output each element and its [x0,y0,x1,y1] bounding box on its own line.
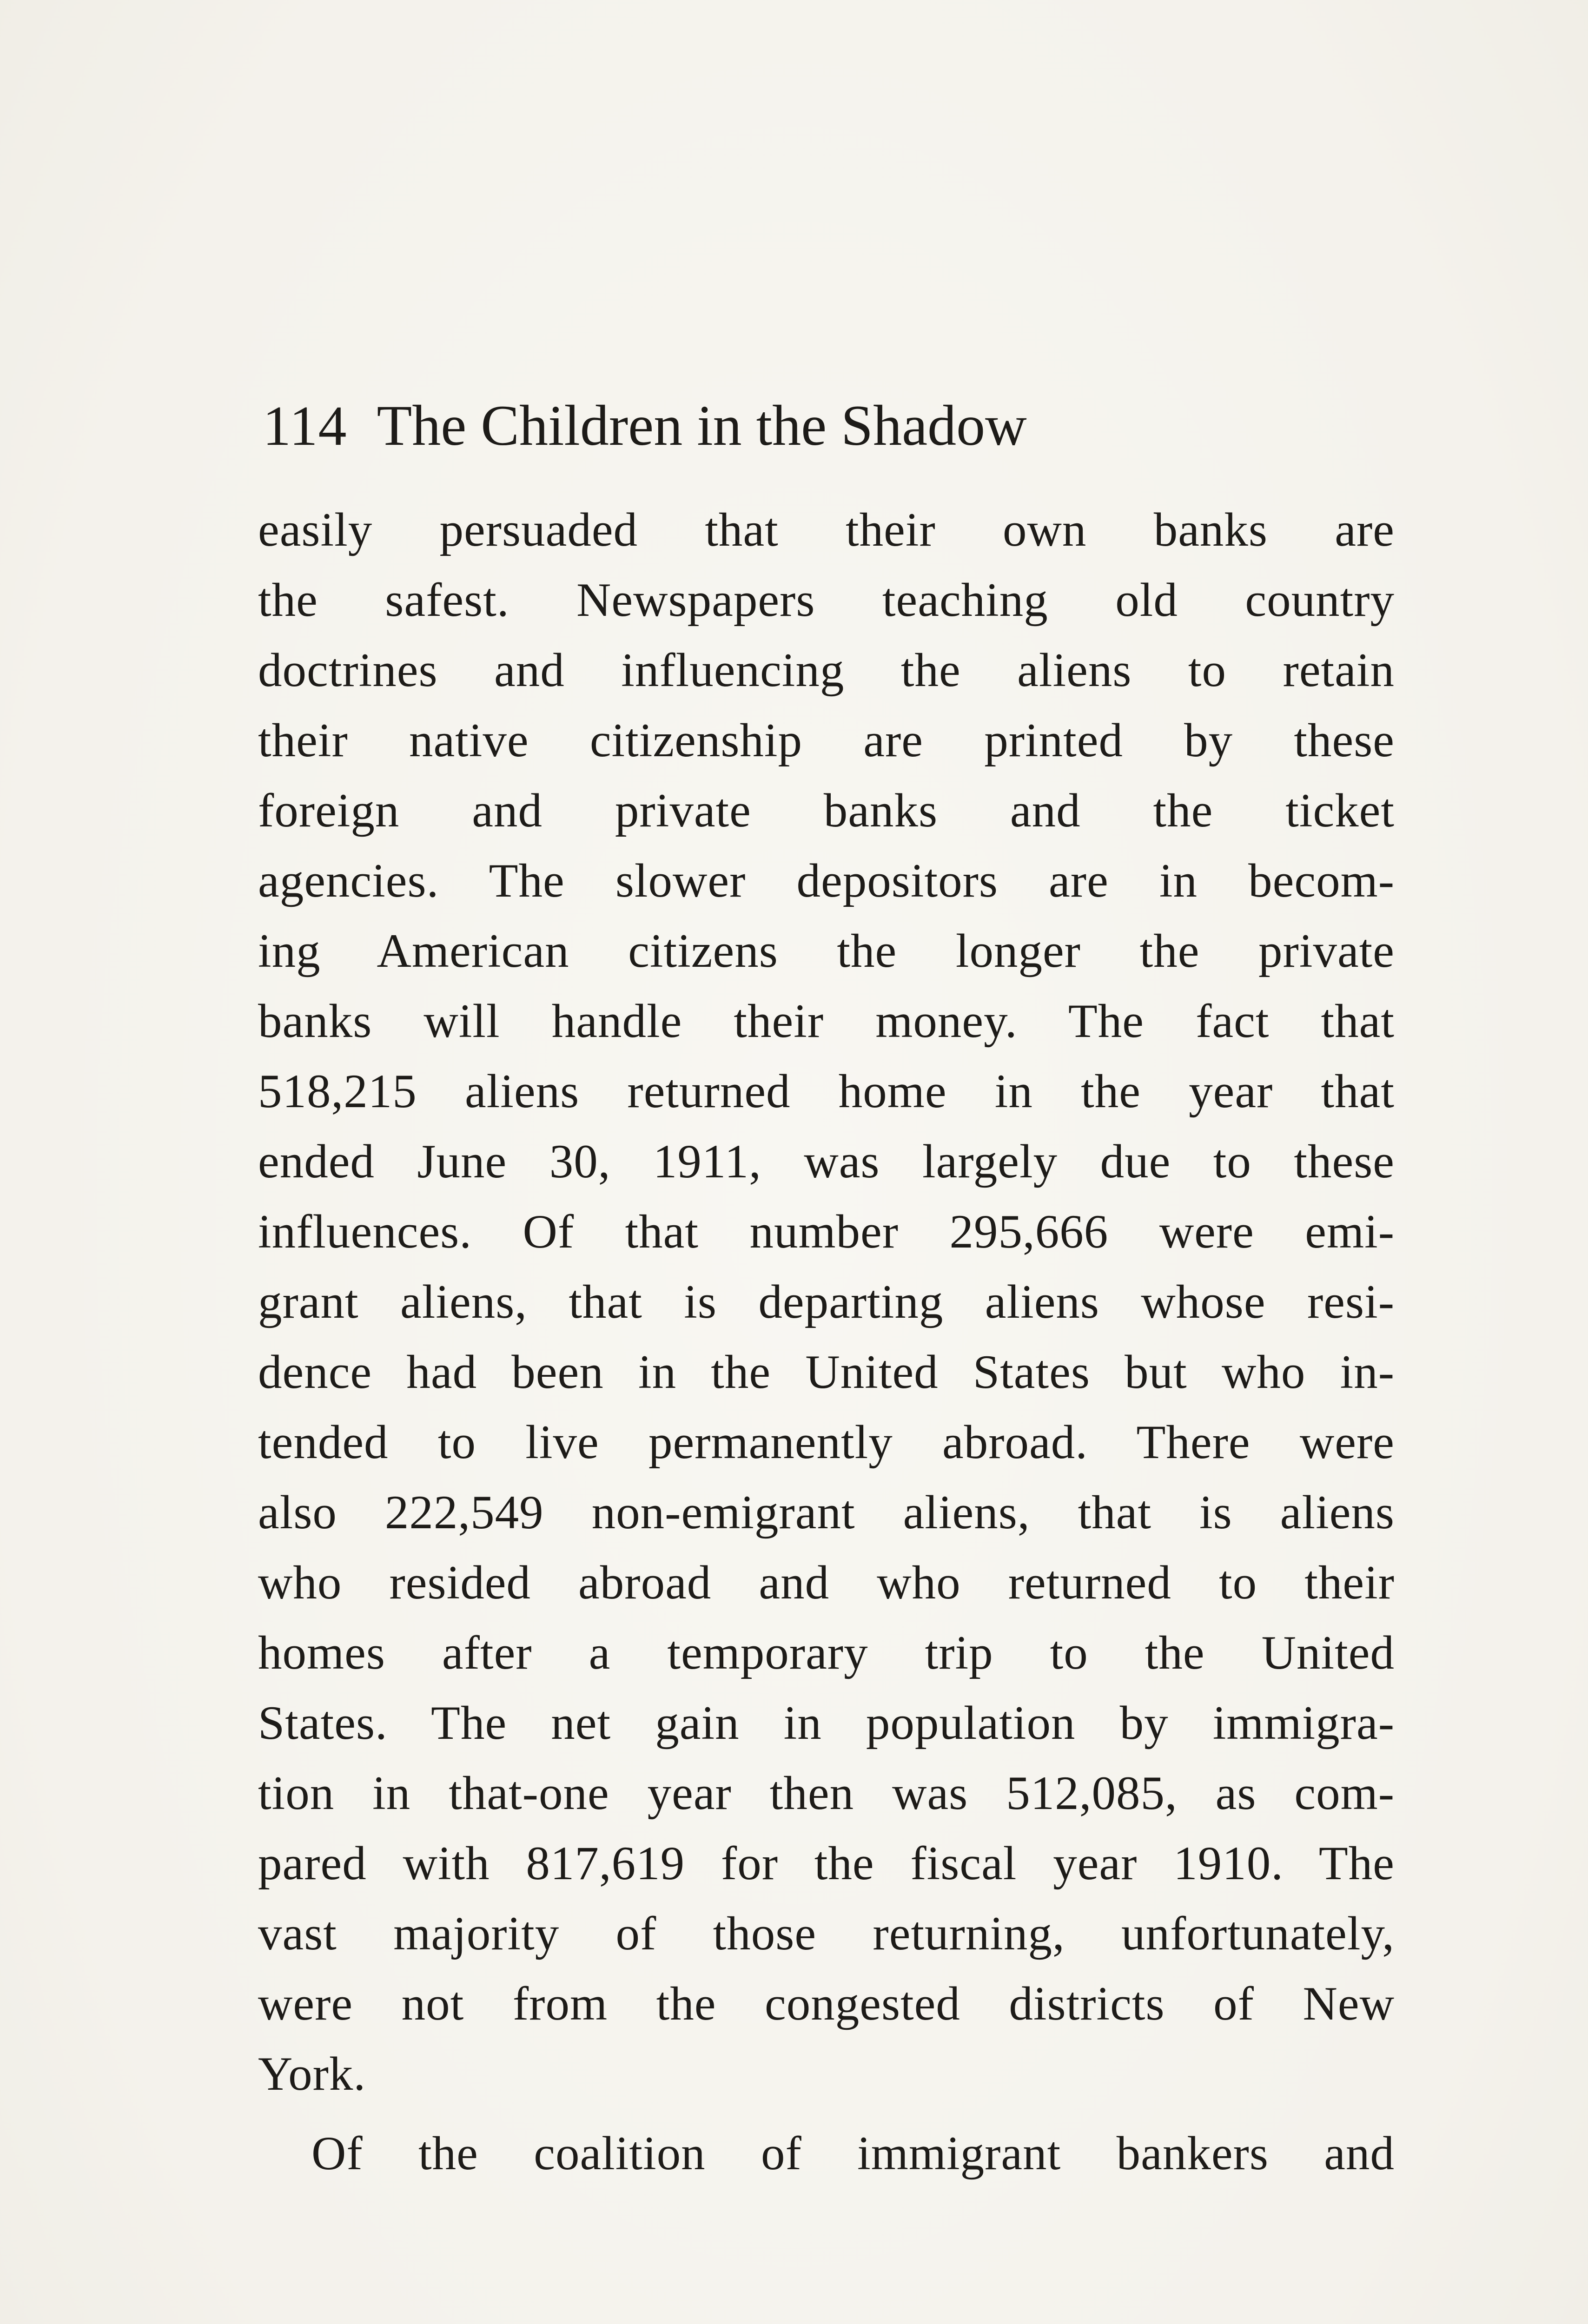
text-line: were not from the congested districts of New [258,1977,1395,2030]
body-text [258,495,1395,2189]
text-line: dence had been in the United States but who in- [258,1346,1395,1399]
text-line: doctrines and influencing the aliens to retain [258,644,1395,697]
text-line: States. The net gain in population by immigra- [258,1697,1395,1750]
text-line: the safest. Newspapers teaching old country [258,574,1395,627]
running-title: The Children in the Shadow [377,394,1027,457]
text-line: tended to live permanently abroad. There were [258,1416,1395,1469]
text-line: their native citizenship are printed by these [258,714,1395,767]
text-line: ended June 30, 1911, was largely due to these [258,1135,1395,1188]
text-line: ing American citizens the longer the private [258,924,1395,977]
text-line: vast majority of those returning, unfortunately, [258,1907,1395,1960]
text-line: foreign and private banks and the ticket [258,784,1395,837]
text-line: also 222,549 non-emigrant aliens, that is aliens [258,1486,1395,1539]
text-line: York. [258,2047,366,2100]
running-header [263,393,1027,467]
page-number: 114 [263,395,347,457]
text-line: 518,215 aliens returned home in the year that [258,1065,1395,1118]
text-line: influences. Of that number 295,666 were emi- [258,1205,1395,1258]
text-line: who resided abroad and who returned to their [258,1556,1395,1609]
paragraph-gap [258,2109,1395,2119]
text-line: pared with 817,619 for the fiscal year 1910. The [258,1837,1395,1890]
text-line: agencies. The slower depositors are in becom- [258,854,1395,907]
text-line: grant aliens, that is departing aliens whose resi- [258,1275,1395,1328]
text-line: tion in that-one year then was 512,085, as com- [258,1767,1395,1820]
text-line: homes after a temporary trip to the United [258,1626,1395,1679]
text-line: Of the coalition of immigrant bankers and [311,2127,1395,2180]
text-line: banks will handle their money. The fact that [258,995,1395,1048]
text-line: easily persuaded that their own banks are [258,503,1395,556]
